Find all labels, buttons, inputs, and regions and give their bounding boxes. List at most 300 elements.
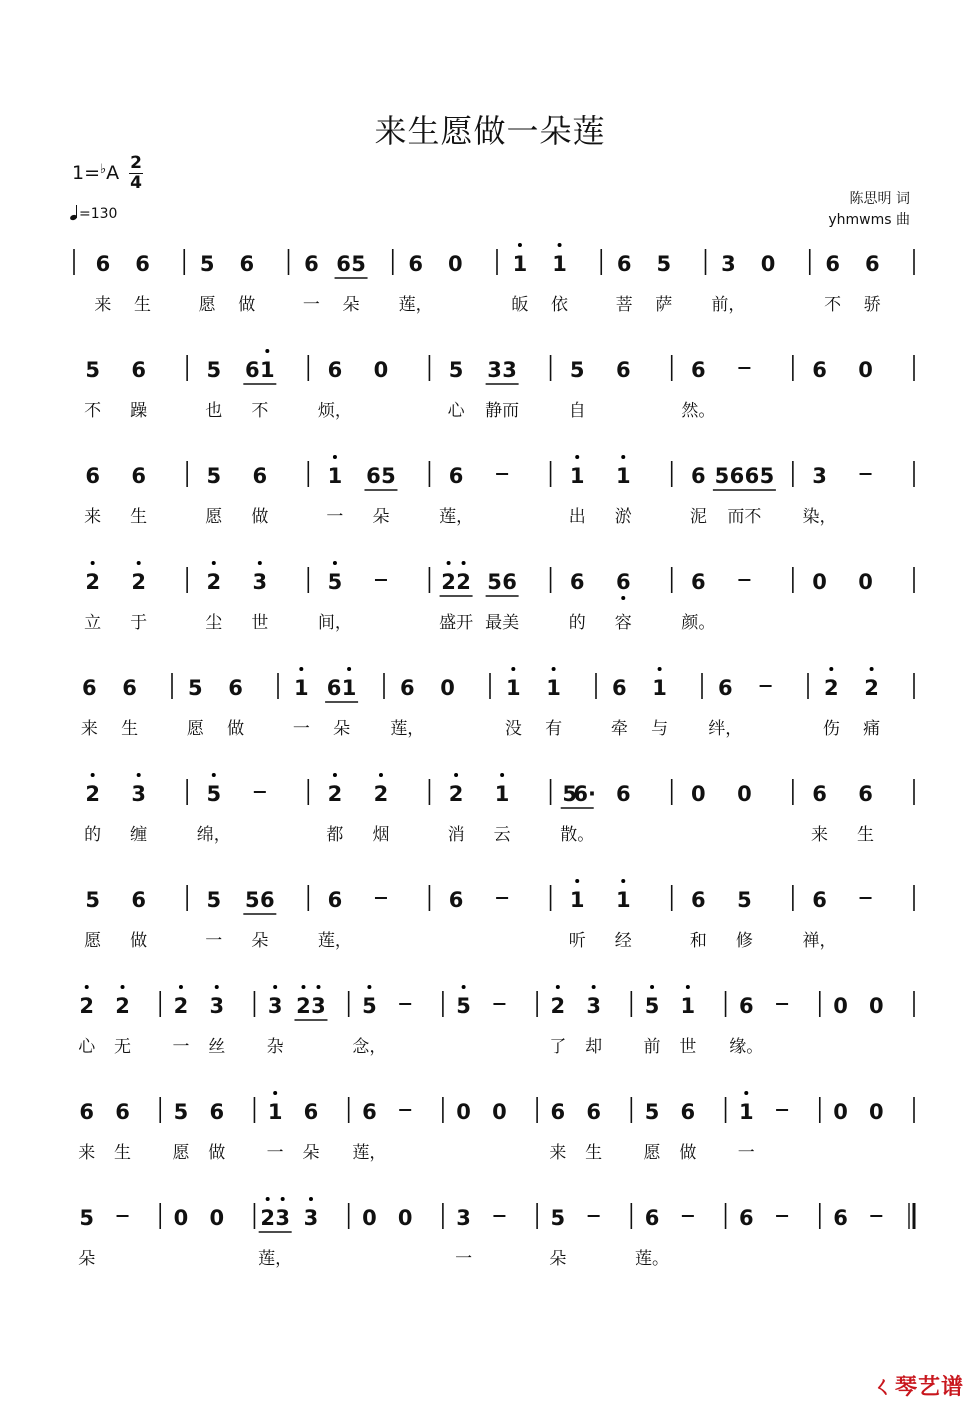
note-digit: 6 — [122, 676, 137, 700]
note-digit: 6 — [303, 1100, 319, 1124]
lyric-text: 泥 — [689, 507, 707, 527]
note-digit: 1 — [615, 464, 631, 488]
note-digit: 6 — [858, 782, 873, 806]
octave-dot — [650, 985, 654, 989]
octave-dot — [333, 773, 337, 777]
composer-credit: yhmwms 曲 — [828, 212, 910, 228]
lyric-text: 然。 — [681, 401, 716, 421]
note-digit: 6 — [239, 252, 255, 276]
note-digit: 6 — [327, 888, 343, 912]
octave-dot — [91, 773, 95, 777]
lyric-text: 修 — [735, 931, 753, 951]
lyric-text: 生 — [857, 825, 875, 845]
lyric-text: 生 — [585, 1143, 603, 1163]
octave-dot — [137, 773, 141, 777]
lyric-text: 一 — [737, 1143, 755, 1163]
note-digit: 0 — [868, 994, 884, 1018]
lyric-text: 散。 — [560, 825, 595, 845]
note-digit: 5 — [206, 464, 222, 488]
note-digit: 6 — [691, 464, 706, 488]
lyric-text: 世 — [251, 613, 269, 633]
lyric-text: 云 — [493, 825, 511, 845]
note-digit: 5 — [79, 1206, 95, 1230]
lyric-text: 做 — [251, 507, 269, 527]
note-digit: 2 — [550, 994, 566, 1018]
octave-dot — [179, 985, 183, 989]
lyric-text: 朵 — [342, 295, 360, 315]
note-digit: 5 — [85, 888, 100, 912]
note-digit: 1 — [738, 1100, 754, 1124]
note-digit: 5 — [759, 464, 775, 488]
note-digit: 5 — [550, 1206, 566, 1230]
octave-dot — [558, 243, 562, 247]
note-digit: 0 — [691, 782, 706, 806]
note-digit: 5 — [85, 358, 100, 382]
lyric-text: 禅， — [802, 931, 837, 951]
lyric-text: 丝 — [208, 1037, 226, 1057]
note-digit: 2 — [296, 994, 311, 1018]
lyric-text: 的 — [84, 825, 102, 845]
note-digit: 5 — [362, 994, 377, 1018]
note-digit: 6 — [400, 676, 415, 700]
lyric-text: 做 — [227, 719, 245, 739]
note-digit: 6 — [718, 676, 733, 700]
lyric-text: 缘。 — [729, 1037, 764, 1057]
note-digit: 1 — [327, 464, 343, 488]
lyric-text: 绊， — [708, 719, 743, 739]
note-digit: 0 — [362, 1206, 377, 1230]
lyric-text: 绵， — [196, 825, 231, 845]
note-digit: 6 — [680, 1100, 696, 1124]
note-digit: 6 — [502, 570, 517, 594]
lyric-text: 莲， — [317, 931, 352, 951]
note-digit: 6 — [82, 676, 97, 700]
lyric-text: 朵 — [333, 719, 351, 739]
note-digit: 5 — [206, 358, 222, 382]
note-digit: 3 — [275, 1206, 290, 1230]
note-digit: 2 — [115, 994, 130, 1018]
lyric-text: 的 — [568, 613, 586, 633]
note-digit: 5 — [644, 994, 660, 1018]
note-digit: 0 — [373, 358, 389, 382]
note-digit: 2 — [173, 994, 189, 1018]
octave-dot — [870, 667, 874, 671]
site-logo — [872, 1370, 964, 1401]
note-digit: 1 — [569, 464, 585, 488]
note-digit: 0 — [833, 1100, 848, 1124]
note-digit: 6 — [448, 888, 464, 912]
song-title: 来生愿做一朵莲 — [374, 112, 606, 150]
note-digit: 6 — [79, 1100, 95, 1124]
octave-dot — [621, 879, 625, 883]
note-digit: 1 — [652, 676, 667, 700]
lyric-text: 皈 — [511, 295, 529, 315]
note-digit: 2 — [85, 570, 100, 594]
lyric-text: 和 — [689, 931, 707, 951]
lyric-text: 经 — [614, 931, 632, 951]
note-digit: 6· — [573, 782, 597, 806]
lyric-text: 做 — [238, 295, 256, 315]
note-digit: 6 — [131, 888, 146, 912]
lyric-text: 朵 — [372, 507, 390, 527]
note-digit: 6 — [615, 570, 631, 594]
note-digit: 1 — [680, 994, 696, 1018]
octave-dot — [575, 455, 579, 459]
logo-mark-icon: ㄑ — [871, 1375, 895, 1400]
lyric-text: 莲。 — [635, 1249, 670, 1269]
octave-dot — [829, 667, 833, 671]
note-digit: 6 — [812, 888, 827, 912]
octave-dot — [333, 455, 337, 459]
lyric-text: 淤 — [614, 507, 632, 527]
lyric-text: 都 — [326, 825, 344, 845]
octave-dot — [121, 985, 125, 989]
lyric-text: 痛 — [863, 719, 881, 739]
note-digit: 5 — [644, 1100, 660, 1124]
lyric-text: 来 — [80, 719, 98, 739]
note-digit: 1 — [260, 358, 275, 382]
lyric-text: 静而 — [485, 401, 520, 421]
note-digit: 3 — [502, 358, 517, 382]
octave-dot — [518, 243, 522, 247]
time-numerator: 2 — [130, 153, 142, 173]
note-digit: 6 — [691, 358, 706, 382]
note-digit: 6 — [812, 358, 827, 382]
octave-dot — [301, 985, 305, 989]
lyric-text: 烦， — [317, 401, 352, 421]
lyric-text: 躁 — [130, 401, 148, 421]
note-digit: 6 — [366, 464, 381, 488]
note-digit: 5 — [656, 252, 672, 276]
note-digit: 5 — [206, 782, 222, 806]
note-digit: 3 — [812, 464, 827, 488]
note-digit: 6 — [408, 252, 423, 276]
octave-dot — [744, 1091, 748, 1095]
note-digit: 6 — [135, 252, 150, 276]
note-digit: 1 — [552, 252, 567, 276]
note-digit: 1 — [569, 888, 585, 912]
tempo-value: =130 — [79, 206, 118, 222]
octave-dot — [658, 667, 662, 671]
note-digit: 6 — [209, 1100, 225, 1124]
lyric-text: 愿 — [84, 931, 102, 951]
octave-dot — [500, 773, 504, 777]
note-digit: 5 — [562, 782, 578, 806]
note-digit: 1 — [512, 252, 528, 276]
lyric-text: 来 — [811, 825, 829, 845]
note-digit: 5 — [351, 252, 366, 276]
lyric-text: 颜。 — [681, 613, 716, 633]
note-digit: 3 — [252, 570, 268, 594]
note-digit: 6 — [85, 464, 100, 488]
lyric-text: 一 — [172, 1037, 190, 1057]
note-digit: 0 — [397, 1206, 413, 1230]
octave-dot — [575, 879, 579, 883]
octave-dot — [265, 349, 269, 353]
note-digit: 6 — [691, 570, 706, 594]
octave-dot — [212, 773, 216, 777]
note-digit: 6 — [115, 1100, 130, 1124]
note-digit: 2 — [131, 570, 146, 594]
note-digit: 6 — [569, 570, 585, 594]
note-digit: 2 — [448, 782, 464, 806]
note-digit: 5 — [206, 888, 222, 912]
lyric-text: 愿 — [205, 507, 223, 527]
note-digit: 5 — [327, 570, 343, 594]
flat-sign: ♭ — [100, 162, 107, 177]
note-digit: 2 — [85, 782, 100, 806]
octave-dot — [266, 1197, 270, 1201]
note-digit: 0 — [868, 1100, 884, 1124]
lyric-text: 来 — [84, 507, 102, 527]
note-digit: 6 — [228, 676, 243, 700]
note-digit: 3 — [721, 252, 736, 276]
note-digit: 1 — [615, 888, 631, 912]
lyric-text: 尘 — [205, 613, 223, 633]
octave-dot — [215, 985, 219, 989]
lyric-text: 伤 — [822, 719, 840, 739]
note-digit: 3 — [303, 1206, 319, 1230]
note-digit: 6 — [615, 358, 631, 382]
note-digit: 2 — [373, 782, 389, 806]
note-digit: 6 — [691, 888, 706, 912]
note-digit: 5 — [381, 464, 396, 488]
note-digit: 5 — [487, 570, 502, 594]
note-digit: 6 — [586, 1100, 601, 1124]
lyric-text: 染， — [802, 507, 837, 527]
note-digit: 0 — [760, 252, 776, 276]
lyric-text: 一 — [326, 507, 344, 527]
lyric-text: 莲， — [352, 1143, 387, 1163]
octave-dot — [379, 773, 383, 777]
note-digit: 3 — [586, 994, 601, 1018]
note-digit: 6 — [362, 1100, 377, 1124]
lyric-text: 朵 — [251, 931, 269, 951]
note-digit: 5 — [569, 358, 585, 382]
note-digit: 1 — [506, 676, 521, 700]
lyric-text: 愿 — [172, 1143, 190, 1163]
octave-dot — [447, 561, 451, 565]
lyric-text: 一 — [292, 719, 310, 739]
note-digit: 5 — [199, 252, 215, 276]
lyric-text: 朵 — [302, 1143, 320, 1163]
lyric-text: 莲， — [398, 295, 433, 315]
lyric-text: 不 — [251, 401, 269, 421]
note-digit: 6 — [95, 252, 111, 276]
lyric-text: 盛开 — [439, 613, 474, 633]
octave-dot — [212, 561, 216, 565]
octave-dot — [273, 985, 277, 989]
note-digit: 5 — [188, 676, 203, 700]
octave-dot — [511, 667, 515, 671]
note-digit: 3 — [487, 358, 502, 382]
lyric-text: 来 — [94, 295, 112, 315]
lyric-text: 愿 — [198, 295, 216, 315]
note-digit: 2 — [864, 676, 879, 700]
note-digit: 6 — [864, 252, 880, 276]
note-digit: 2 — [456, 570, 471, 594]
note-digit: 1 — [546, 676, 561, 700]
note-digit: 0 — [173, 1206, 189, 1230]
octave-dot — [686, 985, 690, 989]
lyric-text: 最美 — [485, 613, 520, 633]
note-digit: 1 — [294, 676, 309, 700]
note-digit: 6 — [448, 464, 464, 488]
lyricist-credit: 陈思明 词 — [849, 191, 910, 207]
lyric-text: 心 — [78, 1037, 96, 1057]
lyric-text: 于 — [130, 613, 148, 633]
note-digit: 3 — [267, 994, 283, 1018]
note-digit: 2 — [824, 676, 839, 700]
lyric-text: 朵 — [549, 1249, 567, 1269]
note-digit: 6 — [260, 888, 275, 912]
note-digit: 0 — [858, 570, 873, 594]
lyric-text: 愿 — [186, 719, 204, 739]
lyric-text: 消 — [447, 825, 465, 845]
note-digit: 6 — [744, 464, 760, 488]
lyric-text: 与 — [651, 719, 669, 739]
lyric-text: 一 — [266, 1143, 284, 1163]
lyric-text: 自 — [568, 401, 586, 421]
lyric-text: 烟 — [372, 825, 390, 845]
lyric-text: 依 — [551, 295, 569, 315]
octave-dot — [333, 561, 337, 565]
lyric-text: 做 — [208, 1143, 226, 1163]
note-digit: 6 — [615, 782, 631, 806]
lyric-text: 缠 — [130, 825, 148, 845]
lyric-text: 不 — [824, 295, 842, 315]
note-digit: 0 — [447, 252, 463, 276]
octave-dot — [556, 985, 560, 989]
lyric-text: 却 — [585, 1037, 603, 1057]
note-digit: 6 — [738, 994, 754, 1018]
lyric-text: 世 — [679, 1037, 697, 1057]
lyric-text: 骄 — [863, 295, 881, 315]
note-digit: 6 — [738, 1206, 754, 1230]
note-digit: 6 — [644, 1206, 660, 1230]
note-digit: 2 — [260, 1206, 275, 1230]
note-digit: 1 — [494, 782, 510, 806]
note-digit: 0 — [456, 1100, 471, 1124]
note-digit: 6 — [612, 676, 627, 700]
note-digit: 6 — [336, 252, 351, 276]
lyric-text: 而不 — [727, 507, 762, 527]
lyric-text: 无 — [114, 1037, 132, 1057]
note-digit: 2 — [441, 570, 456, 594]
lyric-text: 来 — [78, 1143, 96, 1163]
lyric-text: 来 — [549, 1143, 567, 1163]
lyric-text: 一 — [455, 1249, 473, 1269]
lyric-text: 一 — [302, 295, 320, 315]
lyric-text: 立 — [84, 613, 102, 633]
note-digit: 6 — [252, 464, 268, 488]
octave-dot — [462, 985, 466, 989]
octave-dot — [462, 561, 466, 565]
note-digit: 6 — [833, 1206, 848, 1230]
octave-dot — [621, 596, 625, 600]
note-digit: 5 — [737, 888, 752, 912]
note-digit: 2 — [79, 994, 95, 1018]
note-digit: 5 — [714, 464, 730, 488]
lyric-text: 间， — [317, 613, 352, 633]
lyric-text: 出 — [568, 507, 586, 527]
lyric-text: 前 — [643, 1037, 661, 1057]
time-denominator: 4 — [130, 173, 142, 193]
note-digit: 1 — [267, 1100, 283, 1124]
lyric-text: 菩 — [615, 295, 633, 315]
lyric-text: 不 — [84, 401, 102, 421]
lyric-text: 有 — [545, 719, 563, 739]
note-digit: 3 — [311, 994, 326, 1018]
lyric-text: 做 — [130, 931, 148, 951]
lyric-text: 念， — [352, 1037, 387, 1057]
lyric-text: 萨 — [655, 295, 673, 315]
octave-dot — [621, 455, 625, 459]
note-digit: 0 — [812, 570, 827, 594]
note-digit: 6 — [550, 1100, 566, 1124]
lyric-text: 了 — [549, 1037, 567, 1057]
note-digit: 0 — [492, 1100, 507, 1124]
note-digit: 2 — [206, 570, 222, 594]
note-digit: 5 — [448, 358, 464, 382]
note-digit: 0 — [209, 1206, 225, 1230]
lyric-text: 做 — [679, 1143, 697, 1163]
note-digit: 2 — [327, 782, 343, 806]
lyric-text: 容 — [614, 613, 632, 633]
note-digit: 0 — [833, 994, 848, 1018]
octave-dot — [454, 773, 458, 777]
note-digit: 1 — [341, 676, 357, 700]
lyric-text: 一 — [205, 931, 223, 951]
note-digit: 6 — [812, 782, 827, 806]
lyric-text: 牵 — [610, 719, 628, 739]
lyric-text: 生 — [114, 1143, 132, 1163]
octave-dot — [316, 985, 320, 989]
note-digit: 6 — [326, 676, 342, 700]
lyric-text: 杂 — [266, 1037, 284, 1057]
octave-dot — [85, 985, 89, 989]
octave-dot — [347, 667, 351, 671]
octave-dot — [592, 985, 596, 989]
note-digit: 6 — [304, 252, 319, 276]
note-digit: 0 — [737, 782, 752, 806]
octave-dot — [552, 667, 556, 671]
lyric-text: 莲， — [390, 719, 425, 739]
lyric-text: 前， — [711, 295, 746, 315]
note-digit: 0 — [440, 676, 455, 700]
lyric-text: 生 — [134, 295, 152, 315]
note-digit: 6 — [616, 252, 632, 276]
octave-dot — [273, 1091, 277, 1095]
note-digit: 5 — [245, 888, 260, 912]
lyric-text: 生 — [130, 507, 148, 527]
note-digit: 0 — [858, 358, 873, 382]
note-digit: 3 — [456, 1206, 471, 1230]
key-prefix: 1= — [72, 162, 101, 184]
note-digit: 5 — [173, 1100, 189, 1124]
lyric-text: 莲， — [258, 1249, 293, 1269]
lyric-text: 朵 — [78, 1249, 96, 1269]
note-digit: 3 — [131, 782, 146, 806]
note-digit: 6 — [131, 464, 146, 488]
note-digit: 6 — [131, 358, 146, 382]
note-digit: 3 — [209, 994, 225, 1018]
octave-dot — [309, 1197, 313, 1201]
note-digit: 6 — [245, 358, 260, 382]
lyric-text: 愿 — [643, 1143, 661, 1163]
lyric-text: 没 — [504, 719, 522, 739]
lyric-text: 心 — [447, 401, 465, 421]
